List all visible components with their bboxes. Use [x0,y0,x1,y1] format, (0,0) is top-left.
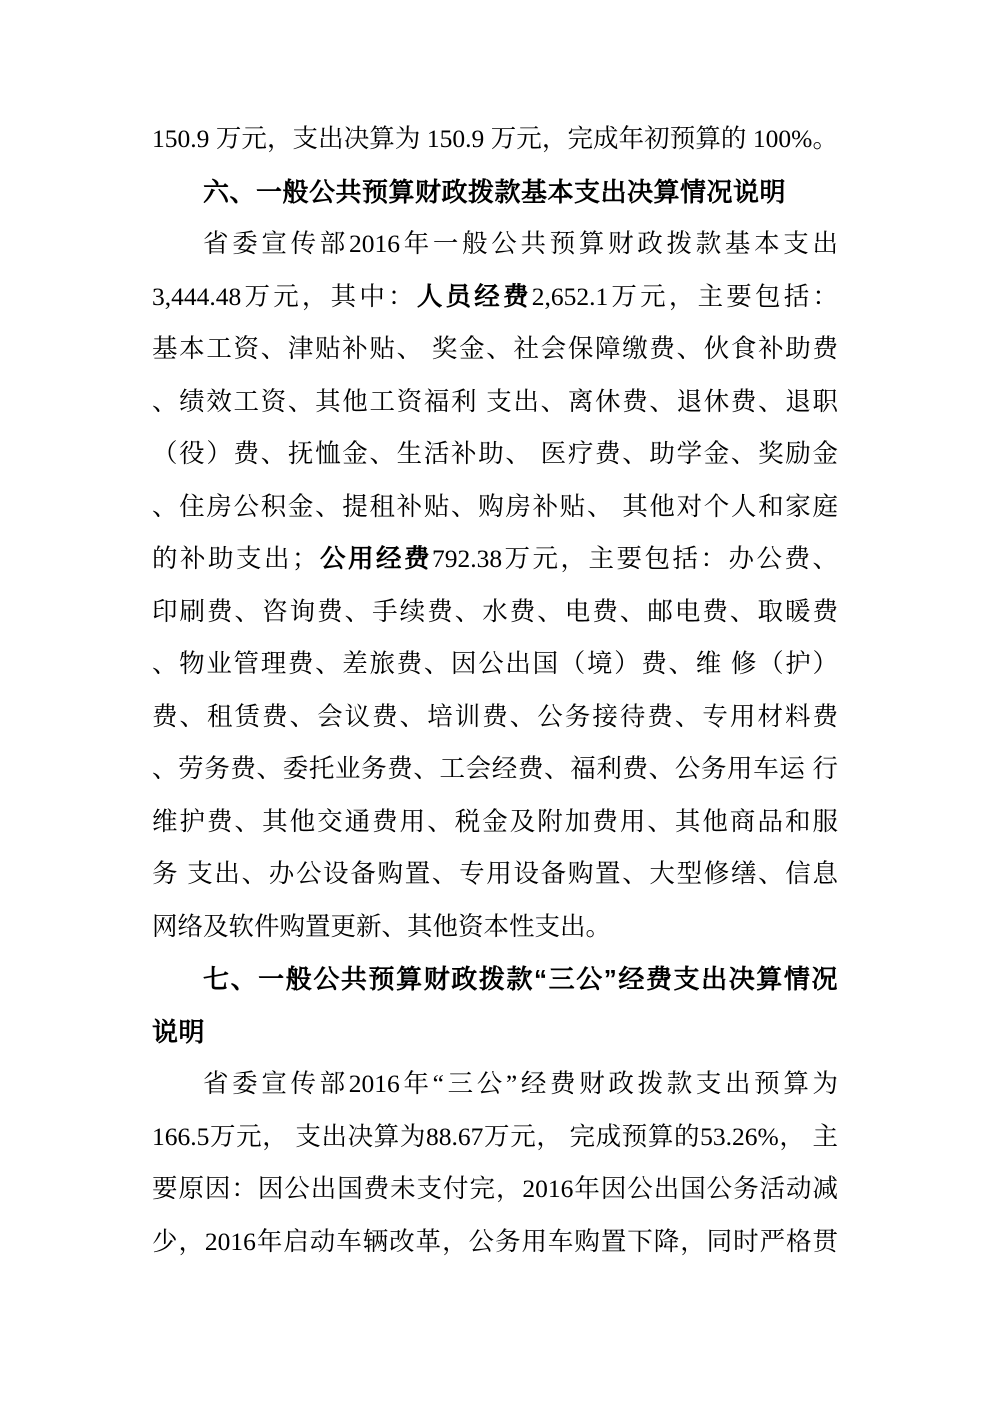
section6-line2-text-after: 2,652.1万元，主要包括： [531,281,838,311]
section7-para-line-4: 少，2016年启动车辆改革，公务用车购置下降，同时严格贯 [152,1226,838,1256]
section6-line7-text-after: 792.38万元，主要包括：办公费、 [431,544,838,573]
section6-para-line-6: 、住房公积金、提租补贴、购房补贴、 其他对个人和家庭 [152,491,838,521]
section6-line2-text: 3,444.48万元，其中： [152,281,417,311]
section6-para-line-3: 基本工资、津贴补贴、 奖金、社会保障缴费、伙食补助费 [152,334,838,363]
public-expense-bold-label: 公用经费 [317,544,432,573]
section6-para-line-13: 务 支出、办公设备购置、专用设备购置、大型修缮、信息 [152,859,838,888]
section6-para-line-5: （役）费、抚恤金、生活补助、 医疗费、助学金、奖励金 [152,439,838,468]
prev-paragraph-tail-line: 150.9 万元，支出决算为 150.9 万元，完成年初预算的 100%。 [152,124,838,153]
section6-para-line-4: 、绩效工资、其他工资福利 支出、离休费、退休费、退职 [152,386,838,416]
section7-para-line-3: 要原因：因公出国费未支付完，2016年因公出国公务活动减 [152,1174,838,1203]
section6-para-line-11: 、劳务费、委托业务费、工会经费、福利费、公务用车运 行 [152,754,838,783]
personnel-expense-bold-label: 人员经费 [416,281,532,311]
section6-para-line-9: 、物业管理费、差旅费、因公出国（境）费、维 修（护） [152,649,838,678]
section6-para-line-8: 印刷费、咨询费、手续费、水费、电费、邮电费、取暖费 [152,596,838,626]
section6-para-line-10: 费、租赁费、会议费、培训费、公务接待费、专用材料费 [152,701,838,731]
section6-heading: 六、一般公共预算财政拨款基本支出决算情况说明 [203,176,787,207]
section6-para-line-7 [152,533,838,586]
section6-line7-text: 的补助支出； [152,544,318,573]
section6-para-line-12: 维护费、其他交通费用、税金及附加费用、其他商品和服 [152,806,838,836]
section7-heading-line-1: 七、一般公共预算财政拨款“三公”经费支出决算情况 [203,964,838,994]
text-block [152,113,838,1268]
section6-para-line-2 [152,271,838,324]
section6-para-line-1: 省委宣传部2016年一般公共预算财政拨款基本支出 [203,229,838,258]
section7-para-line-1: 省委宣传部2016年“三公”经费财政拨款支出预算为 [203,1069,838,1098]
section7-para-line-2: 166.5万元， 支出决算为88.67万元， 完成预算的53.26%， 主 [152,1121,838,1151]
section6-para-line-14: 网络及软件购置更新、其他资本性支出。 [152,911,612,941]
section7-heading-line-2: 说明 [152,1016,206,1047]
